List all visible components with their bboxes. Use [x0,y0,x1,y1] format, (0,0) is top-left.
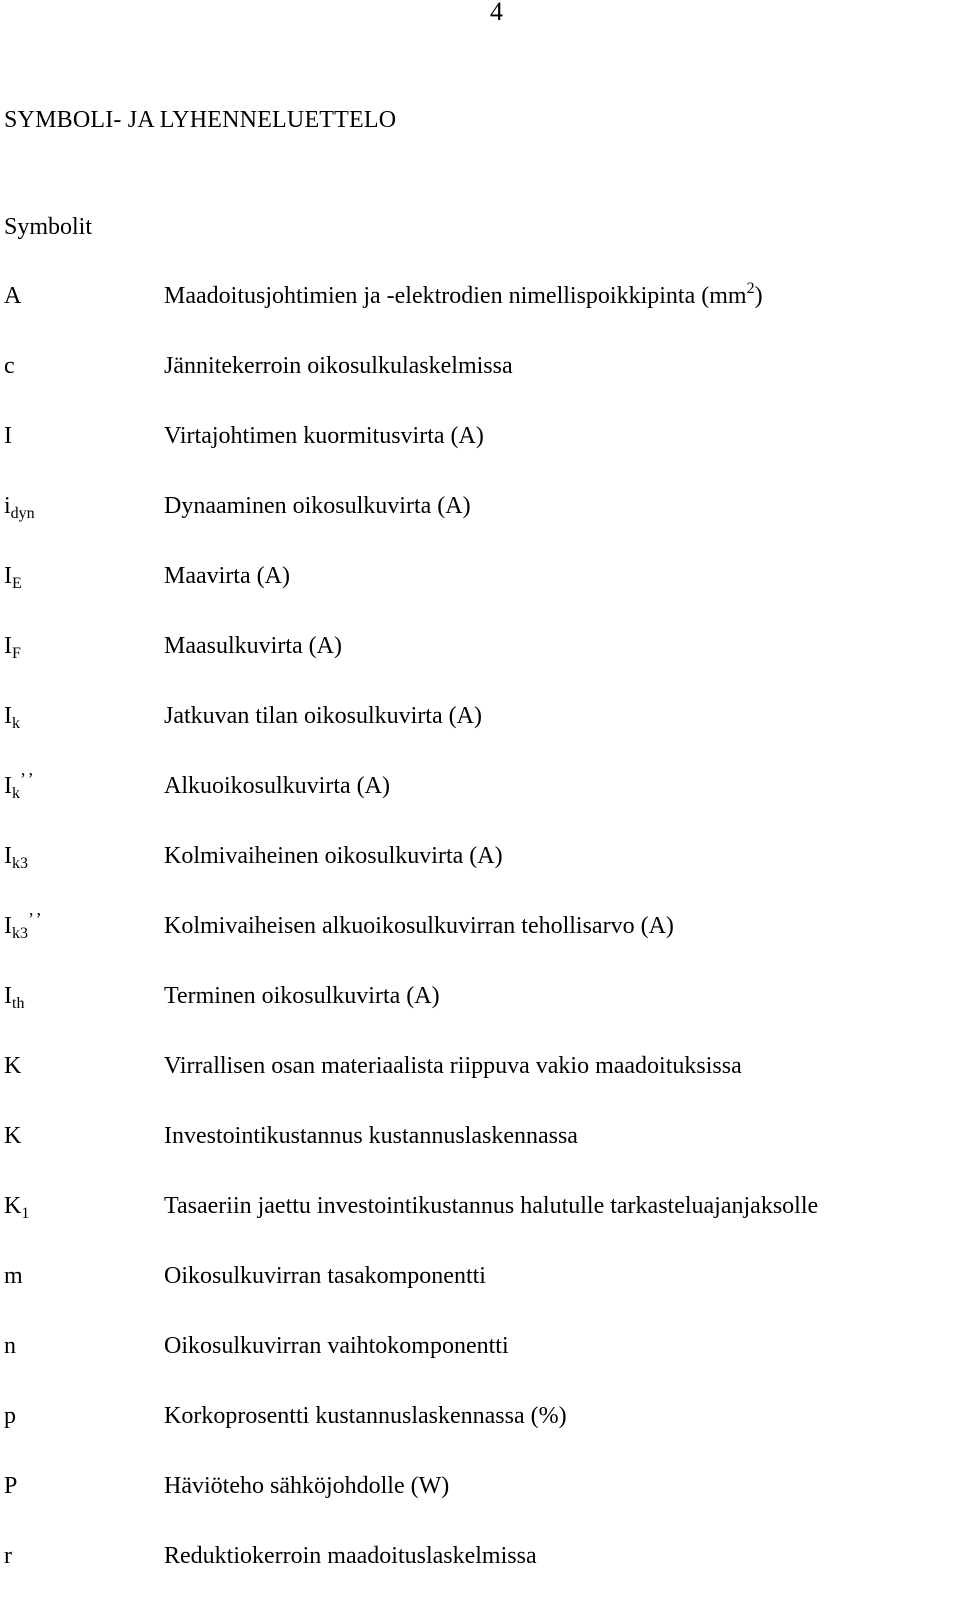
symbol: p [4,1403,16,1429]
symbol-description: Korkoprosentti kustannuslaskennassa (%) [164,1403,567,1429]
symbol-list [4,280,956,1610]
symbol-description: Maadoitusjohtimien ja -elektrodien nimellispoikkipinta $(mm^2)$ [164,280,763,309]
symbol-description: Jatkuvan tilan oikosulkuvirta (A) [164,703,482,729]
symbol-description: Kolmivaiheisen alkuoikosulkuvirran tehollisarvo (A) [164,913,674,939]
symbol-row [4,350,956,420]
symbol: K [4,1123,22,1149]
symbol: A [4,283,22,309]
symbol: $I_F$ [4,633,21,662]
symbol-description: Alkuoikosulkuvirta (A) [164,773,390,799]
symbol-row [4,1260,956,1330]
symbol-description: Maavirta (A) [164,563,290,589]
symbol: $i_{dyn}$ [4,493,35,522]
symbol-description: Investointikustannus kustannuslaskennassa [164,1123,578,1149]
symbol-description: Dynaaminen oikosulkuvirta (A) [164,493,471,519]
symbol-row [4,1050,956,1120]
symbol-row [4,840,956,910]
symbol: $I_{k3}^{’’}$ [4,909,45,942]
symbol: c [4,353,15,379]
symbol-row [4,1470,956,1540]
symbol: $I_k^{’’}$ [4,769,37,802]
page-heading: SYMBOLI- JA LYHENNELUETTELO [4,107,397,133]
symbol: $I_E$ [4,563,22,592]
symbol-row [4,980,956,1050]
symbol-description: Jännitekerroin oikosulkulaskelmissa [164,353,513,379]
page-number: 4 [490,0,503,26]
symbol-description: Kolmivaiheinen oikosulkuvirta (A) [164,843,503,869]
section-subheading: Symbolit [4,214,93,240]
symbol-row [4,420,956,490]
symbol-row [4,1190,956,1260]
symbol-description: Virtajohtimen kuormitusvirta (A) [164,423,484,449]
symbol-row [4,560,956,630]
symbol: I [4,423,12,449]
symbol-row [4,1400,956,1470]
symbol-row [4,1540,956,1610]
symbol-row [4,630,956,700]
symbol: n [4,1333,16,1359]
symbol: r [4,1543,12,1569]
symbol-row [4,280,956,350]
symbol-row [4,910,956,980]
symbol-description: Terminen oikosulkuvirta (A) [164,983,440,1009]
symbol: P [4,1473,18,1499]
symbol-description: Häviöteho sähköjohdolle (W) [164,1473,450,1499]
symbol-row [4,1330,956,1400]
symbol-description: Virrallisen osan materiaalista riippuva vakio maadoituksissa [164,1053,742,1079]
symbol-description: Tasaeriin jaettu investointikustannus halutulle tarkasteluajanjaksolle [164,1193,819,1219]
symbol-description: Reduktiokerroin maadoituslaskelmissa [164,1543,537,1569]
symbol: m [4,1263,23,1289]
symbol: $I_k$ [4,703,20,732]
symbol-row [4,490,956,560]
symbol-description: Oikosulkuvirran tasakomponentti [164,1263,486,1289]
symbol-description: Oikosulkuvirran vaihtokomponentti [164,1333,509,1359]
symbol-description: Maasulkuvirta (A) [164,633,342,659]
symbol-row [4,700,956,770]
symbol-row [4,1120,956,1190]
symbol: $I_{th}$ [4,983,25,1012]
symbol-row [4,770,956,840]
symbol: K [4,1053,22,1079]
symbol: $K_1$ [4,1193,30,1222]
symbol: $I_{k3}$ [4,843,28,872]
